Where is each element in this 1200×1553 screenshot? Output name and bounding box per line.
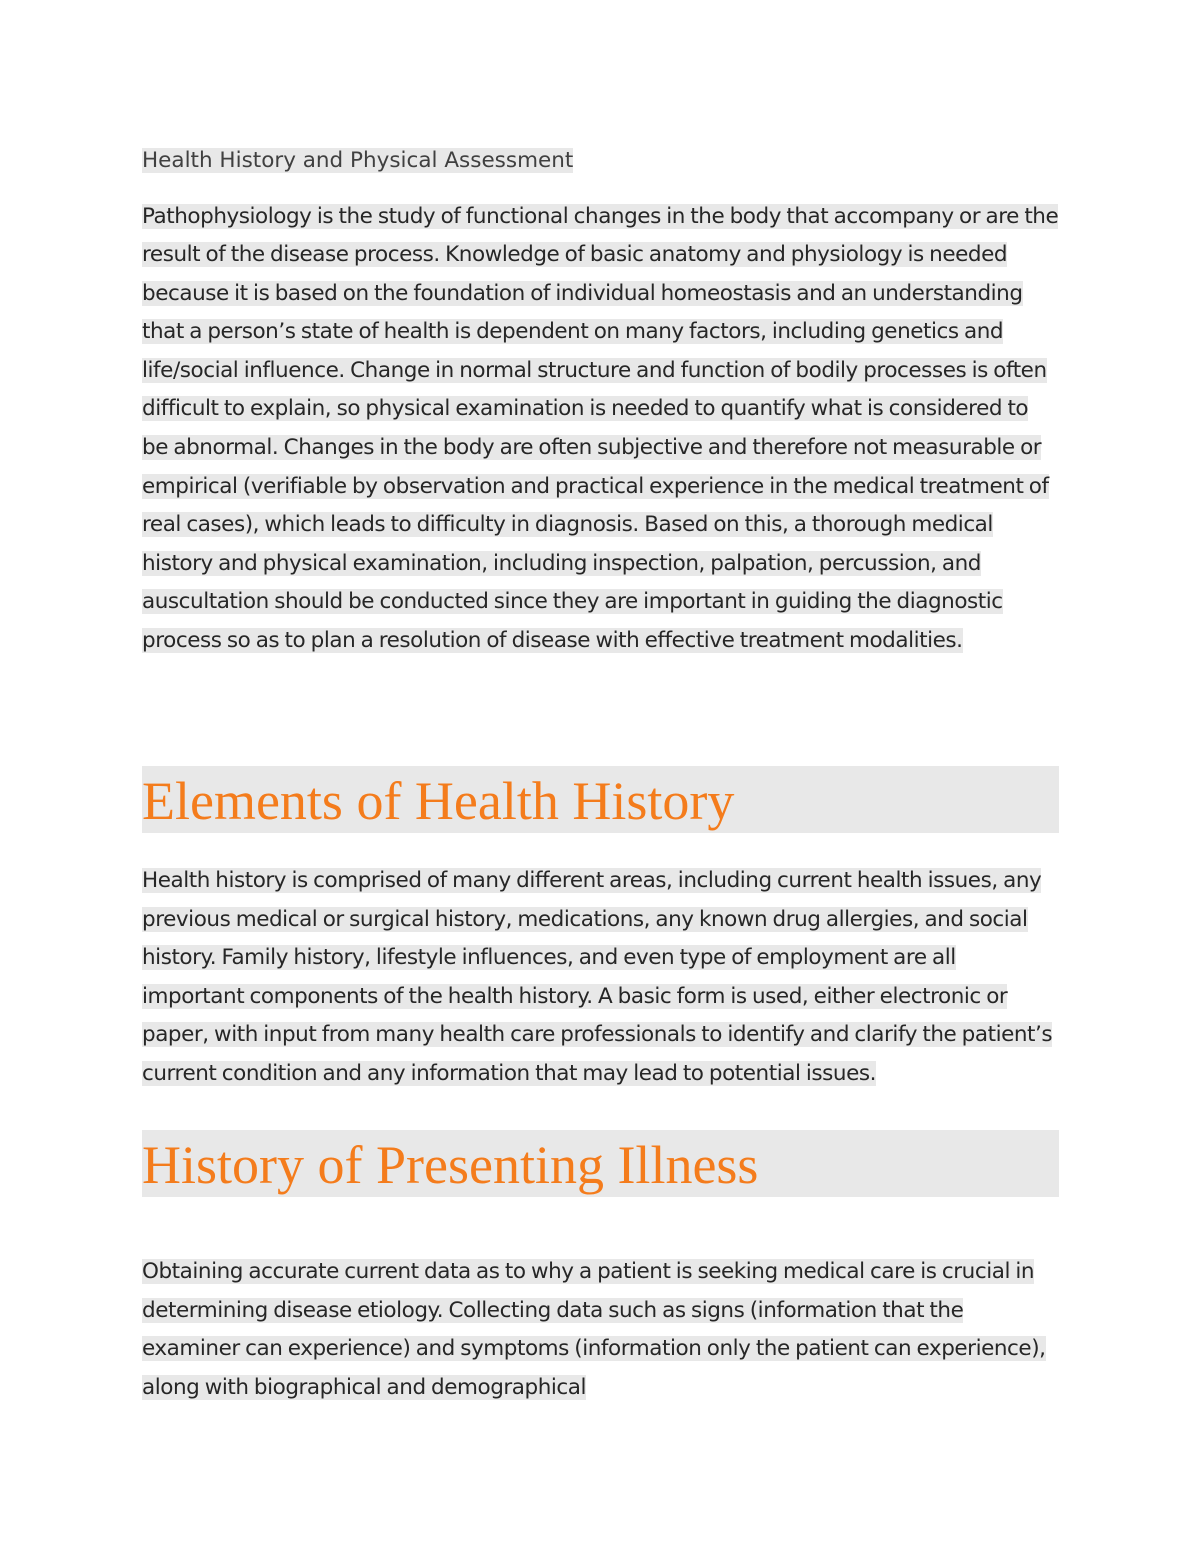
section-heading-history-of-presenting-illness: History of Presenting Illness [142,1130,1059,1197]
section-body-text: Health history is comprised of many different areas, including current health issues, any previous medical or surgical history, medications, any known drug allergies, and social history. Family history, lifestyle influences, and even type of employment are all important components of the health history. A basic form is used, either electronic or paper, with input from many health care professionals to identify and clarify the patient’s current condition and any information that may lead to potential issues. [142,868,1053,1086]
intro-paragraph-text: Pathophysiology is the study of functional changes in the body that accompany or are the result of the disease process. Knowledge of basic anatomy and physiology is needed because it is based on the foundation of individual homeostasis and an understanding that a person’s state of health is dependent on many factors, including genetics and life/social influence. Change in normal structure and function of bodily processes is often difficult to explain, so physical examination is needed to quantify what is considered to be abnormal. Changes in the body are often subjective and therefore not measurable or empirical (verifiable by observation and practical experience in the medical treatment of real cases), which leads to difficulty in diagnosis. Based on this, a thorough medical history and physical examination, including inspection, palpation, percussion, and auscultation should be conducted since they are important in guiding the diagnostic process so as to plan a resolution of disease with effective treatment modalities. [142,203,1059,654]
section-body-text: Obtaining accurate current data as to why a patient is seeking medical care is crucial in determining disease etiology. Collecting data such as signs (information that the examiner can experience) and symptoms (information only the patient can experience), along with biographical and demographical [142,1259,1046,1400]
section-body-history-of-presenting-illness [142,1253,1059,1407]
section-body-elements-of-health-history [142,862,1059,1094]
intro-paragraph [142,198,1059,661]
document-page [142,142,1059,1400]
section-heading-elements-of-health-history: Elements of Health History [142,766,1059,833]
document-title-text: Health History and Physical Assessment [142,148,574,173]
document-title [142,142,1059,181]
